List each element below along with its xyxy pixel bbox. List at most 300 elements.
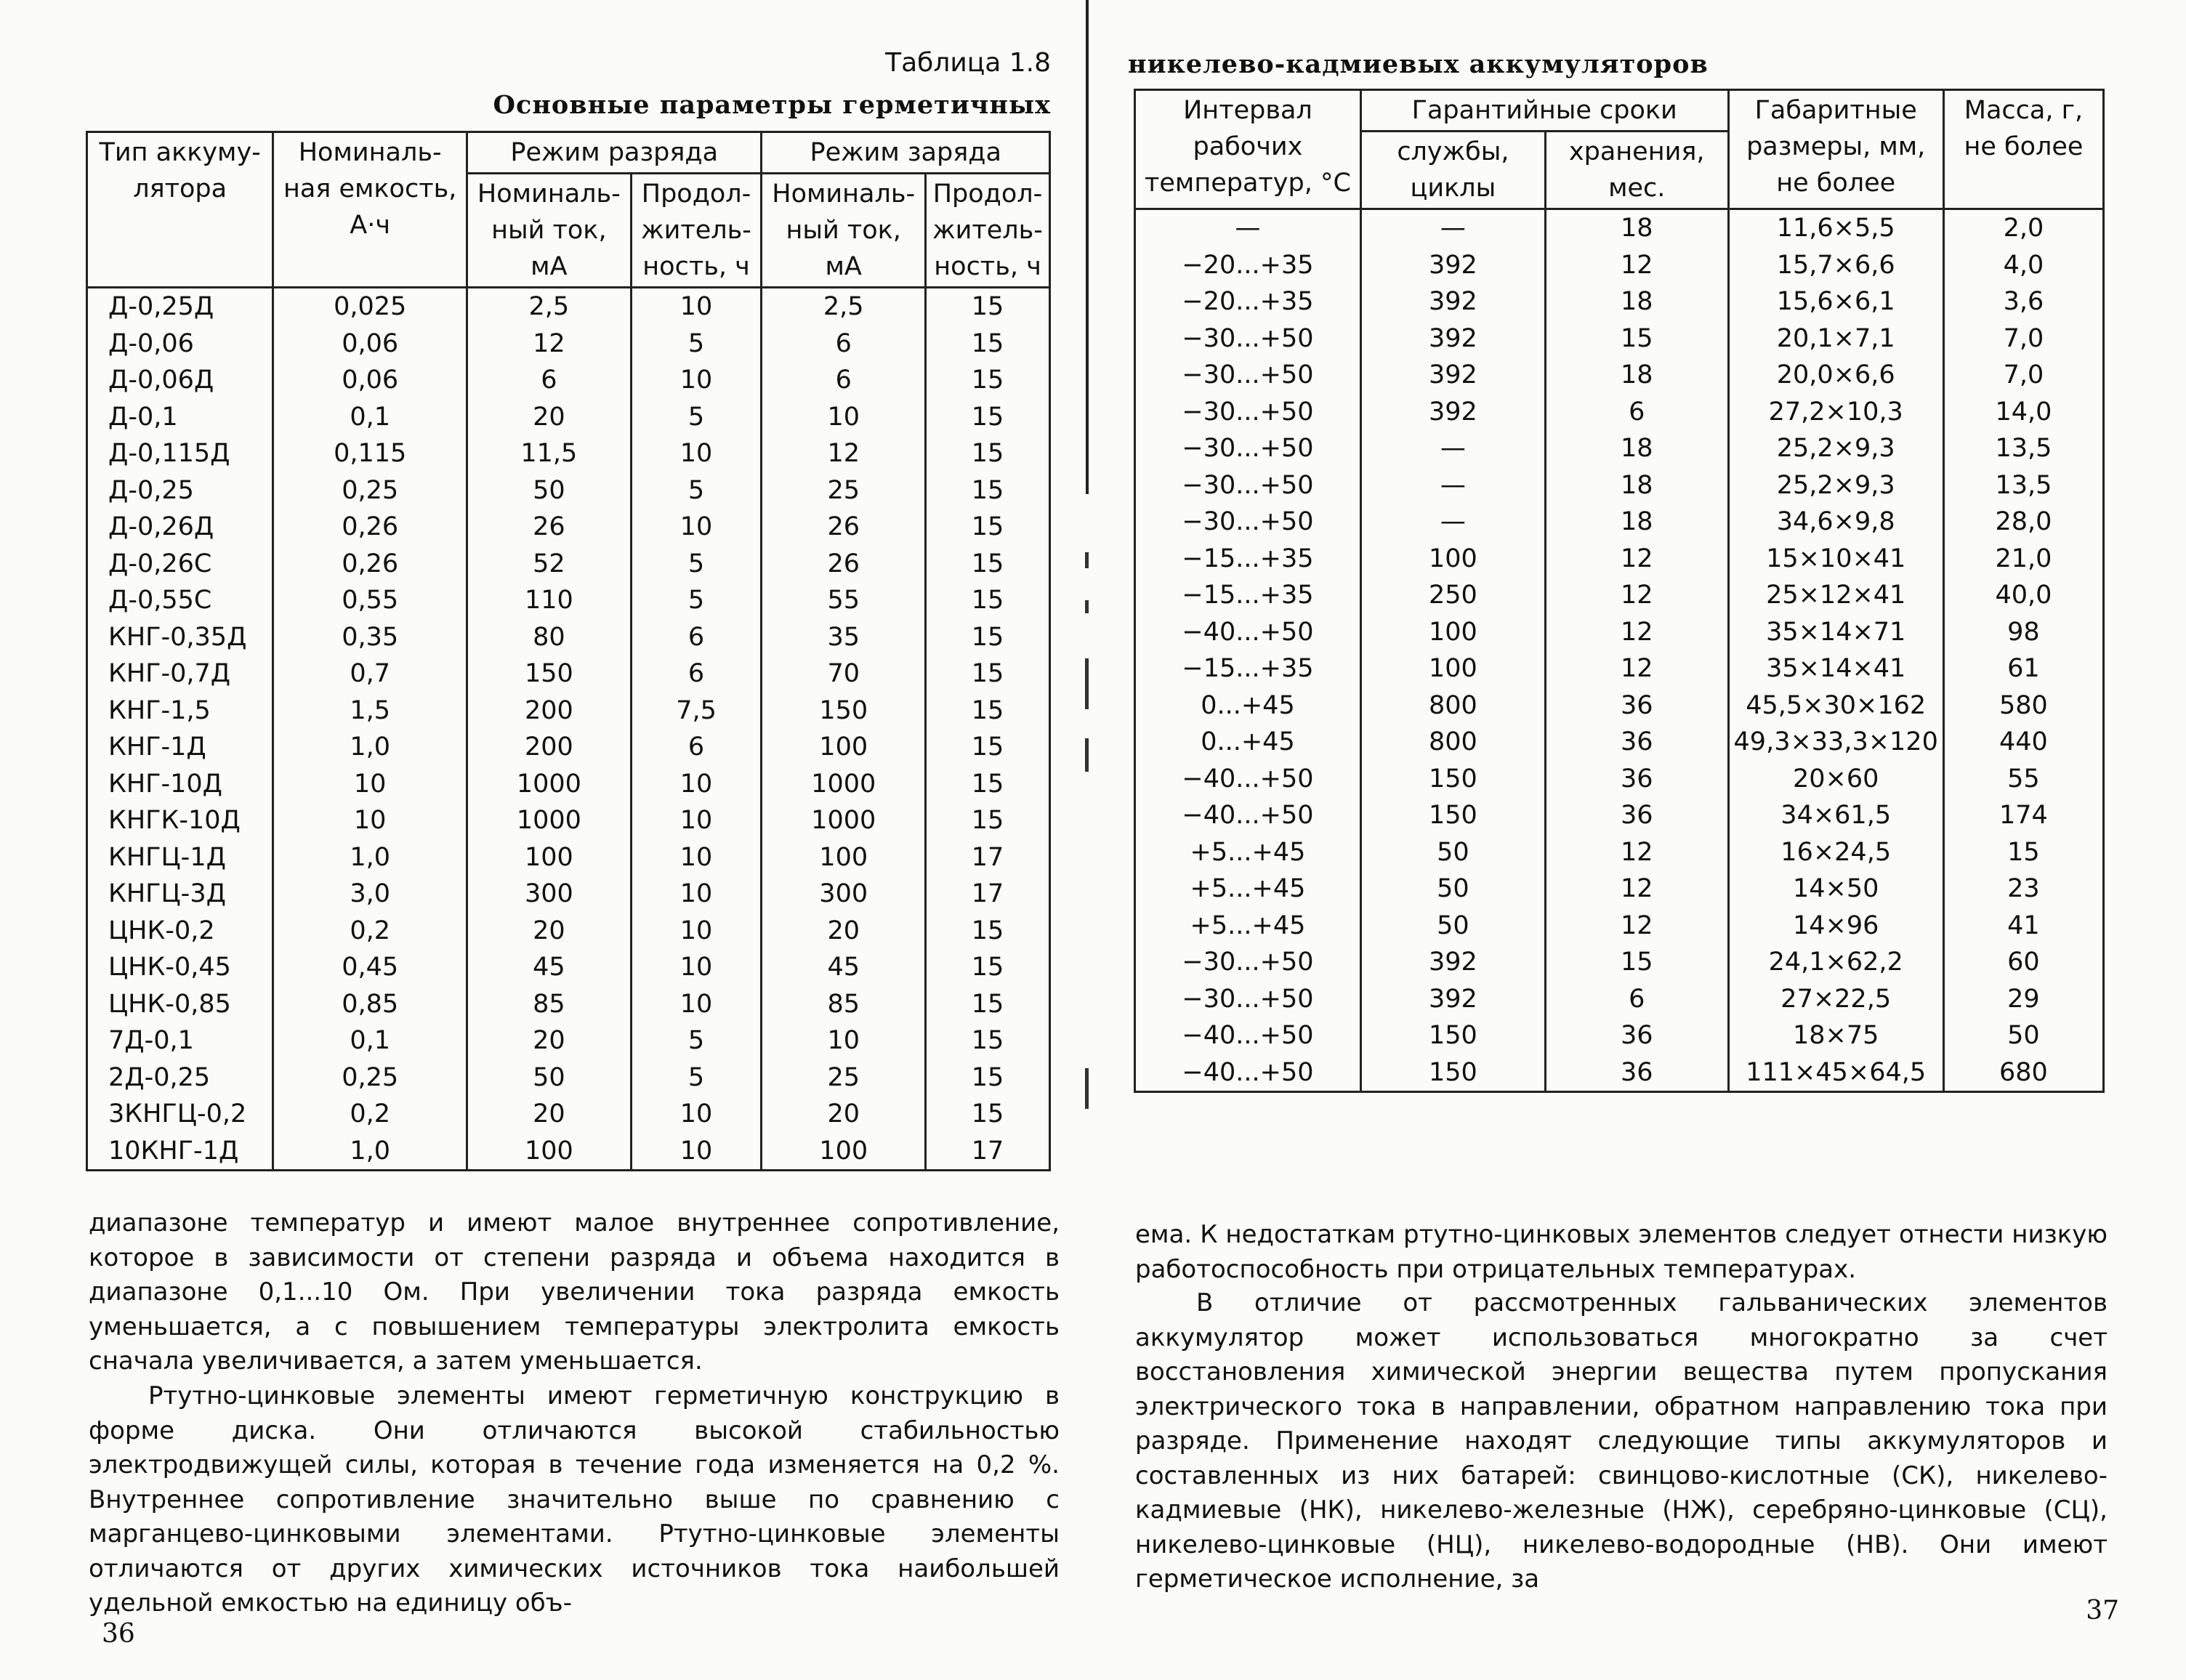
table-cell: 6	[631, 655, 762, 692]
table-cell: 2,0	[1943, 209, 2103, 247]
table-cell: 100	[1360, 541, 1545, 578]
table-cell: Д-0,55С	[87, 582, 273, 619]
table-row	[1135, 650, 2104, 687]
table-cell: 5	[631, 582, 762, 619]
table-cell: 35×14×41	[1728, 650, 1943, 687]
table-cell: 45	[762, 949, 926, 986]
table-cell: 20	[467, 399, 632, 436]
table-cell: −15...+35	[1135, 541, 1361, 578]
table-cell: 6	[1545, 981, 1728, 1018]
table-row	[87, 582, 1050, 619]
table-row	[1135, 908, 2104, 945]
table-cell: 15	[926, 326, 1050, 363]
table-cell: 14×96	[1728, 908, 1943, 945]
table-cell: 36	[1545, 761, 1728, 798]
table-cell: 11,6×5,5	[1728, 209, 1943, 247]
col-header-storage-life: хранения, мес.	[1545, 132, 1728, 209]
table-row	[1135, 209, 2104, 247]
table-cell: 10	[762, 1022, 926, 1059]
table-cell: 15	[926, 802, 1050, 839]
table-cell: 6	[762, 326, 926, 363]
table-cell: −30...+50	[1135, 981, 1361, 1018]
table-cell: 85	[762, 986, 926, 1023]
table-cell: −30...+50	[1135, 320, 1361, 358]
table-row	[87, 1133, 1050, 1171]
table-cell: 150	[467, 655, 632, 692]
table-cell: Д-0,26Д	[87, 509, 273, 546]
table-row	[87, 509, 1050, 546]
table-cell: 25×12×41	[1728, 577, 1943, 614]
table-row	[87, 362, 1050, 399]
table-cell: 52	[467, 546, 632, 583]
table-cell: 0,1	[273, 1022, 467, 1059]
table-cell: 4,0	[1943, 247, 2103, 284]
table-cell: −30...+50	[1135, 357, 1361, 394]
table-cell: 100	[467, 839, 632, 876]
table-cell: 36	[1545, 687, 1728, 724]
table-cell: КНГ-0,35Д	[87, 619, 273, 656]
table-cell: 392	[1360, 394, 1545, 431]
table-cell: КНГ-10Д	[87, 766, 273, 803]
table-cell: 15,6×6,1	[1728, 283, 1943, 320]
table-cell: 111×45×64,5	[1728, 1054, 1943, 1092]
col-header-discharge-duration: Продол-житель-ность, ч	[631, 174, 762, 288]
table-cell: 45,5×30×162	[1728, 687, 1943, 724]
table-cell: 25	[762, 1059, 926, 1097]
table-cell: 80	[467, 619, 632, 656]
table-cell: 15	[926, 655, 1050, 692]
table-cell: 15	[926, 546, 1050, 583]
table-cell: 0,115	[273, 435, 467, 472]
table-cell: 20,0×6,6	[1728, 357, 1943, 394]
table-cell: 20×60	[1728, 761, 1943, 798]
col-header-service-life: службы, циклы	[1360, 132, 1545, 209]
page-number-right: 37	[2086, 1596, 2119, 1626]
table-row	[87, 326, 1050, 363]
table-cell: 15	[1943, 834, 2103, 871]
table-cell: 20	[467, 1022, 632, 1059]
table-cell: 0,06	[273, 326, 467, 363]
page-number-left: 36	[102, 1619, 135, 1649]
table-cell: 61	[1943, 650, 2103, 687]
table-cell: +5...+45	[1135, 908, 1361, 945]
table-row	[1135, 283, 2104, 320]
table-cell: КНГ-1,5	[87, 692, 273, 730]
table-cell: −20...+35	[1135, 283, 1361, 320]
table-cell: 55	[1943, 761, 2103, 798]
table-cell: 3,6	[1943, 283, 2103, 320]
table-cell: −15...+35	[1135, 577, 1361, 614]
table-cell: 15	[926, 729, 1050, 766]
table-cell: 26	[762, 509, 926, 546]
table-cell: 1000	[467, 766, 632, 803]
table-cell: 29	[1943, 981, 2103, 1018]
table-cell: 150	[762, 692, 926, 730]
table-cell: Д-0,25	[87, 472, 273, 509]
table-cell: 15,7×6,6	[1728, 247, 1943, 284]
table-row	[87, 435, 1050, 472]
table-row	[1135, 1054, 2104, 1092]
table-cell: 1,0	[273, 729, 467, 766]
table-row	[1135, 687, 2104, 724]
table-cell: 392	[1360, 283, 1545, 320]
table-cell: —	[1360, 430, 1545, 467]
table-cell: 5	[631, 326, 762, 363]
table-cell: 0,1	[273, 399, 467, 436]
table-cell: 10	[273, 802, 467, 839]
table-cell: 150	[1360, 761, 1545, 798]
table-cell: −15...+35	[1135, 650, 1361, 687]
table-row	[1135, 504, 2104, 541]
col-header-discharge: Режим разряда	[467, 132, 762, 174]
table-cell: 10	[631, 913, 762, 950]
table-cell: 10	[631, 876, 762, 913]
table-cell: 392	[1360, 320, 1545, 358]
table-cell: 15	[926, 288, 1050, 326]
table-cell: 26	[762, 546, 926, 583]
table-cell: 10	[631, 949, 762, 986]
table-cell: 25,2×9,3	[1728, 467, 1943, 504]
table-cell: 2Д-0,25	[87, 1059, 273, 1097]
table-cell: 17	[926, 1133, 1050, 1171]
col-header-charge-current: Номиналь-ный ток, мА	[762, 174, 926, 288]
table-cell: −30...+50	[1135, 944, 1361, 981]
table-cell: 1,5	[273, 692, 467, 730]
table-cell: 26	[467, 509, 632, 546]
table-cell: −30...+50	[1135, 467, 1361, 504]
table-cell: 18	[1545, 504, 1728, 541]
table-cell: 1,0	[273, 1133, 467, 1171]
table-cell: 2,5	[762, 288, 926, 326]
table-cell: 100	[762, 729, 926, 766]
table-cell: 7,0	[1943, 320, 2103, 358]
table-cell: 18	[1545, 430, 1728, 467]
table-cell: 3КНГЦ-0,2	[87, 1096, 273, 1133]
table-row	[87, 546, 1050, 583]
table-cell: 0...+45	[1135, 724, 1361, 761]
table-cell: 50	[1943, 1017, 2103, 1054]
table-cell: 392	[1360, 944, 1545, 981]
table-cell: 13,5	[1943, 430, 2103, 467]
table-cell: 12	[467, 326, 632, 363]
table-cell: 34,6×9,8	[1728, 504, 1943, 541]
table-cell: 55	[762, 582, 926, 619]
table-cell: 6	[631, 619, 762, 656]
table-cell: 70	[762, 655, 926, 692]
table-cell: 35×14×71	[1728, 614, 1943, 651]
table-cell: 10	[631, 509, 762, 546]
table-cell: 15	[926, 692, 1050, 730]
table-cell: 680	[1943, 1054, 2103, 1092]
table-cell: 800	[1360, 687, 1545, 724]
table-cell: 20	[762, 1096, 926, 1133]
table-row	[87, 949, 1050, 986]
table-cell: 1000	[467, 802, 632, 839]
table-cell: 0,55	[273, 582, 467, 619]
table-cell: 20	[467, 1096, 632, 1133]
table-row	[87, 1059, 1050, 1097]
right-paragraph-2: В отличие от рассмотренных гальванических элементов аккумулятор может использоваться многократно за счет восстановления химической энергии вещества путем пропускания электрического тока в направлении, обратном направлению тока при разряде. Применение находят следующие типы аккумуляторов и составленных из них батарей: свинцово-кислотные (СК), никелево-кадмиевые (НК), никелево-железные (НЖ), серебряно-цинковые (СЦ), никелево-цинковые (НЦ), никелево-водородные (НВ). Они имеют герметическое исполнение, за	[1135, 1288, 2108, 1594]
table-cell: 21,0	[1943, 541, 2103, 578]
table-cell: 1,0	[273, 839, 467, 876]
table-cell: 300	[762, 876, 926, 913]
table-cell: −30...+50	[1135, 394, 1361, 431]
table-cell: −30...+50	[1135, 430, 1361, 467]
table-cell: Д-0,25Д	[87, 288, 273, 326]
table-cell: 10	[631, 1133, 762, 1171]
table-row	[1135, 981, 2104, 1018]
table-cell: 85	[467, 986, 632, 1023]
table-cell: 5	[631, 399, 762, 436]
table-cell: 24,1×62,2	[1728, 944, 1943, 981]
table-cell: 36	[1545, 724, 1728, 761]
col-header-mass: Масса, г, не более	[1943, 90, 2103, 209]
table-cell: ЦНК-0,85	[87, 986, 273, 1023]
table-cell: 36	[1545, 1017, 1728, 1054]
table-cell: −40...+50	[1135, 614, 1361, 651]
right-paragraph-1: ема. К недостаткам ртутно-цинковых элементов следует отнести низкую работоспособность при отрицательных температурах.	[1135, 1220, 2108, 1284]
table-row	[87, 655, 1050, 692]
table-cell: 200	[467, 692, 632, 730]
table-cell: −40...+50	[1135, 761, 1361, 798]
table-cell: 15	[1545, 320, 1728, 358]
table-cell: 12	[1545, 614, 1728, 651]
table-row	[87, 472, 1050, 509]
battery-specs-table	[1134, 89, 2105, 1093]
table-cell: 7,0	[1943, 357, 2103, 394]
table-cell: 15×10×41	[1728, 541, 1943, 578]
table-cell: −40...+50	[1135, 1017, 1361, 1054]
table-cell: 6	[467, 362, 632, 399]
table-cell: 14,0	[1943, 394, 2103, 431]
table-cell: 0,2	[273, 913, 467, 950]
table-cell: —	[1360, 209, 1545, 247]
table-cell: 10	[273, 766, 467, 803]
table-cell: 15	[926, 582, 1050, 619]
table-cell: 11,5	[467, 435, 632, 472]
table-cell: 15	[926, 1022, 1050, 1059]
table-cell: 0,85	[273, 986, 467, 1023]
col-header-dimensions: Габаритные размеры, мм, не более	[1728, 90, 1943, 209]
table-row	[87, 729, 1050, 766]
table-cell: 20	[762, 913, 926, 950]
table-cell: 150	[1360, 1017, 1545, 1054]
table-row	[1135, 577, 2104, 614]
table-cell: 17	[926, 839, 1050, 876]
table-cell: 0,25	[273, 1059, 467, 1097]
table-cell: 800	[1360, 724, 1545, 761]
table-cell: 18	[1545, 357, 1728, 394]
left-paragraph-1: диапазоне температур и имеют малое внутреннее сопротивление, которое в зависимости от степени разряда и объема находится в диапазоне 0,1...10 Ом. При увеличении тока разряда емкость уменьшается, а с повышением температуры электролита емкость сначала увеличивается, а затем уменьшается.	[89, 1208, 1060, 1376]
table-cell: 580	[1943, 687, 2103, 724]
table-cell: 0,2	[273, 1096, 467, 1133]
table-cell: 12	[1545, 908, 1728, 945]
table-cell: 28,0	[1943, 504, 2103, 541]
table-row	[1135, 834, 2104, 871]
table-cell: 36	[1545, 1054, 1728, 1092]
table-row	[1135, 797, 2104, 834]
table-cell: 300	[467, 876, 632, 913]
table-cell: КНГК-10Д	[87, 802, 273, 839]
table-cell: 27×22,5	[1728, 981, 1943, 1018]
table-cell: 10	[631, 435, 762, 472]
table-cell: 18	[1545, 467, 1728, 504]
table-cell: 10	[631, 839, 762, 876]
table-cell: КНГ-0,7Д	[87, 655, 273, 692]
table-cell: 100	[762, 1133, 926, 1171]
table-cell: 60	[1943, 944, 2103, 981]
table-cell: +5...+45	[1135, 871, 1361, 908]
table-row	[1135, 247, 2104, 284]
table-row	[87, 619, 1050, 656]
table-cell: 36	[1545, 797, 1728, 834]
table-cell: 10	[631, 802, 762, 839]
table-cell: 5	[631, 1022, 762, 1059]
table-cell: 10	[631, 362, 762, 399]
table-cell: 15	[926, 435, 1050, 472]
table-cell: 16×24,5	[1728, 834, 1943, 871]
table-cell: 25	[762, 472, 926, 509]
table-cell: 18	[1545, 209, 1728, 247]
table-cell: 150	[1360, 1054, 1545, 1092]
table-cell: 50	[467, 472, 632, 509]
table-cell: Д-0,06Д	[87, 362, 273, 399]
table-cell: 0,025	[273, 288, 467, 326]
table-cell: 392	[1360, 981, 1545, 1018]
table-cell: 15	[926, 1096, 1050, 1133]
table-cell: 7Д-0,1	[87, 1022, 273, 1059]
table-row	[1135, 541, 2104, 578]
col-header-discharge-current: Номиналь-ный ток, мА	[467, 174, 632, 288]
table-cell: 18×75	[1728, 1017, 1943, 1054]
table-cell: 17	[926, 876, 1050, 913]
table-row	[87, 288, 1050, 326]
table-cell: 98	[1943, 614, 2103, 651]
table-cell: —	[1135, 209, 1361, 247]
left-paragraph-2: Ртутно-цинковые элементы имеют герметичную конструкцию в форме диска. Они отличаются высокой стабильностью электродвижущей силы, которая в течение года изменяется на 0,2 %. Внутреннее сопротивление значительно выше по сравнению с марганцево-цинковыми элементами. Ртутно-цинковые элементы отличаются от других химических источников тока наибольшей удельной емкостью на единицу объ-	[89, 1381, 1060, 1618]
table-row	[1135, 944, 2104, 981]
table-cell: 41	[1943, 908, 2103, 945]
table-cell: +5...+45	[1135, 834, 1361, 871]
table-cell: 0,26	[273, 546, 467, 583]
table-cell: 440	[1943, 724, 2103, 761]
table-cell: КНГЦ-3Д	[87, 876, 273, 913]
table-row	[1135, 614, 2104, 651]
table-cell: 0,06	[273, 362, 467, 399]
table-cell: −40...+50	[1135, 797, 1361, 834]
table-cell: 12	[1545, 577, 1728, 614]
table-cell: 10	[631, 1096, 762, 1133]
table-cell: 200	[467, 729, 632, 766]
col-header-charge-duration: Продол-житель-ность, ч	[926, 174, 1050, 288]
table-cell: 15	[926, 949, 1050, 986]
table-row	[87, 399, 1050, 436]
table-cell: 5	[631, 472, 762, 509]
battery-parameters-table	[86, 131, 1051, 1171]
table-row	[1135, 357, 2104, 394]
table-cell: 15	[926, 509, 1050, 546]
table-cell: 15	[1545, 944, 1728, 981]
table-row	[1135, 724, 2104, 761]
table-cell: 20,1×7,1	[1728, 320, 1943, 358]
table-cell: 5	[631, 546, 762, 583]
table-cell: 174	[1943, 797, 2103, 834]
table-row	[1135, 1017, 2104, 1054]
table-row	[87, 1096, 1050, 1133]
table-cell: 25,2×9,3	[1728, 430, 1943, 467]
table-cell: 0,7	[273, 655, 467, 692]
table-row	[87, 1022, 1050, 1059]
table-cell: 150	[1360, 797, 1545, 834]
table-row	[87, 986, 1050, 1023]
table-cell: 15	[926, 399, 1050, 436]
table-cell: 0,45	[273, 949, 467, 986]
table-title-part2: никелево-кадмиевых аккумуляторов	[1128, 49, 1709, 79]
table-cell: 14×50	[1728, 871, 1943, 908]
table-cell: 34×61,5	[1728, 797, 1943, 834]
table-cell: Д-0,115Д	[87, 435, 273, 472]
table-cell: 50	[467, 1059, 632, 1097]
table-row	[87, 839, 1050, 876]
table-cell: 10КНГ-1Д	[87, 1133, 273, 1171]
table-cell: 10	[631, 766, 762, 803]
table-cell: 392	[1360, 357, 1545, 394]
table-cell: 1000	[762, 802, 926, 839]
table-row	[87, 876, 1050, 913]
table-cell: Д-0,26С	[87, 546, 273, 583]
table-cell: 10	[631, 288, 762, 326]
table-row	[1135, 467, 2104, 504]
table-number: Таблица 1.8	[885, 48, 1051, 78]
col-header-temperature: Интервал рабочих температур, °С	[1135, 90, 1361, 209]
table-cell: 0...+45	[1135, 687, 1361, 724]
table-cell: 100	[762, 839, 926, 876]
table-cell: 45	[467, 949, 632, 986]
table-cell: 0,25	[273, 472, 467, 509]
table-cell: Д-0,1	[87, 399, 273, 436]
table-cell: 6	[631, 729, 762, 766]
table-row	[1135, 430, 2104, 467]
right-page	[1093, 0, 2186, 1680]
table-cell: 15	[926, 986, 1050, 1023]
col-header-charge: Режим заряда	[762, 132, 1050, 174]
table-cell: 12	[1545, 834, 1728, 871]
table-cell: −40...+50	[1135, 1054, 1361, 1092]
table-cell: 250	[1360, 577, 1545, 614]
table-cell: —	[1360, 467, 1545, 504]
table-cell: −30...+50	[1135, 504, 1361, 541]
table-cell: 18	[1545, 283, 1728, 320]
table-cell: ЦНК-0,45	[87, 949, 273, 986]
table-cell: 392	[1360, 247, 1545, 284]
table-cell: КНГ-1Д	[87, 729, 273, 766]
table-cell: 2,5	[467, 288, 632, 326]
table-row	[87, 802, 1050, 839]
table-cell: 100	[1360, 614, 1545, 651]
table-row	[87, 766, 1050, 803]
table-row	[87, 692, 1050, 730]
table-cell: 7,5	[631, 692, 762, 730]
table-cell: 12	[1545, 541, 1728, 578]
table-row	[1135, 871, 2104, 908]
table-row	[1135, 394, 2104, 431]
table-cell: 49,3×33,3×120	[1728, 724, 1943, 761]
table-cell: 13,5	[1943, 467, 2103, 504]
table-cell: 20	[467, 913, 632, 950]
table-cell: 100	[467, 1133, 632, 1171]
table-cell: 27,2×10,3	[1728, 394, 1943, 431]
table-cell: 15	[926, 1059, 1050, 1097]
